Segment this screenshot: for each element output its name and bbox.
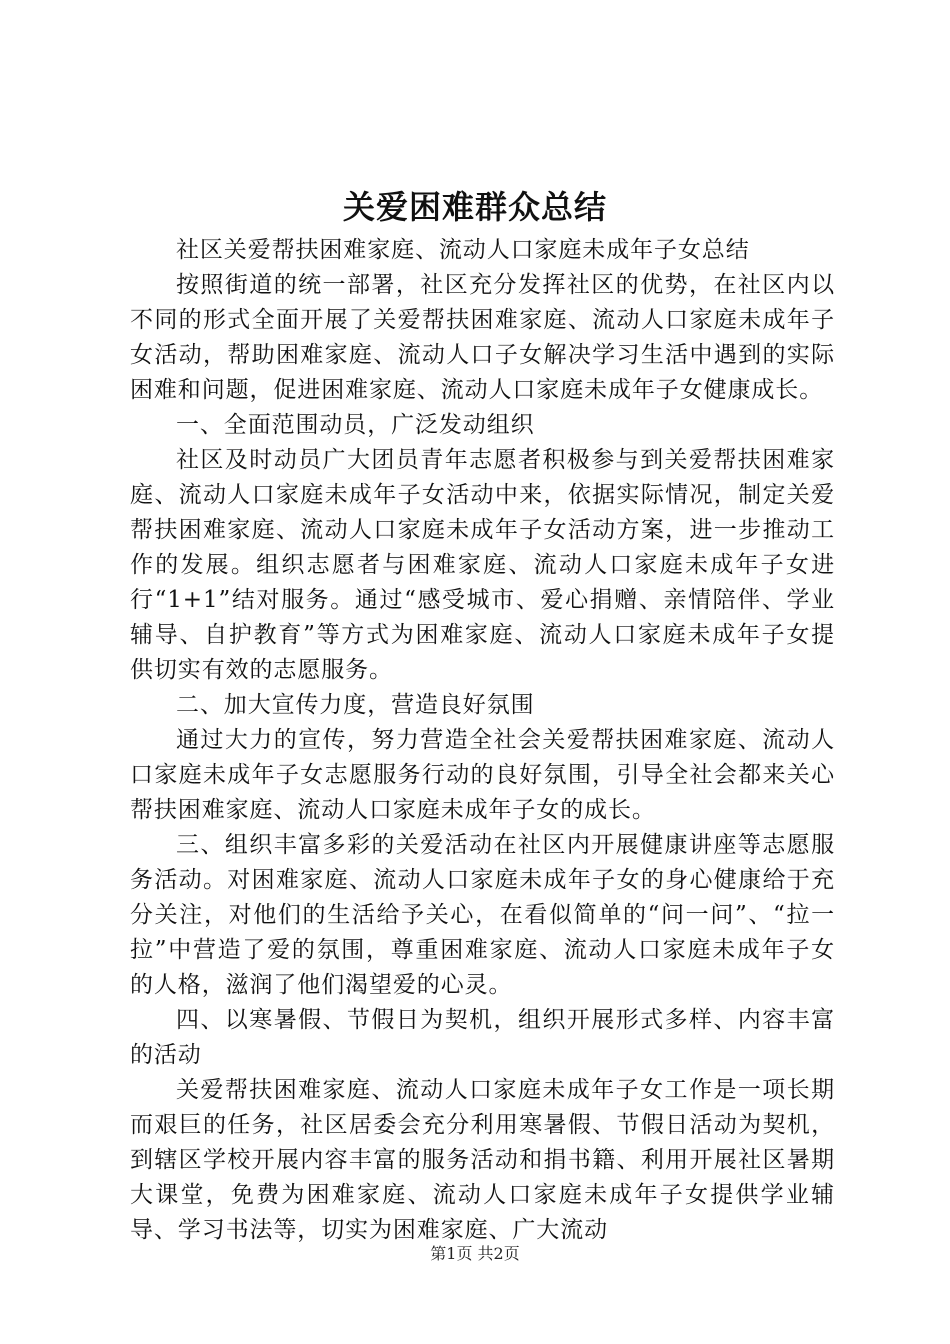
- section-heading-2: 二、加大宣传力度，营造良好氛围: [176, 692, 535, 718]
- paragraph-section-1: 社区及时动员广大团员青年志愿者积极参与到关爱帮扶困难家庭、流动人口家庭未成年子女活动中来，依据实际情况，制定关爱帮扶困难家庭、流动人口家庭未成年子女活动方案，进一步推动工作的发展。组织志愿者与困难家庭、流动人口家庭未成年子女进行“1+1”结对服务。通过“感受城市、爱心捐赠、亲情陪伴、学业辅导、自护教育”等方式为困难家庭、流动人口家庭未成年子女提供切实有效的志愿服务。: [130, 447, 835, 683]
- section-heading-1: 一、全面范围动员，广泛发动组织: [176, 412, 535, 438]
- paragraph-subtitle: 社区关爱帮扶困难家庭、流动人口家庭未成年子女总结: [176, 237, 750, 263]
- document-title: 关爱困难群众总结: [342, 188, 607, 226]
- paragraph-intro: 按照街道的统一部署，社区充分发挥社区的优势，在社区内以不同的形式全面开展了关爱帮扶困难家庭、流动人口家庭未成年子女活动，帮助困难家庭、流动人口子女解决学习生活中遇到的实际困难和问题，促进困难家庭、流动人口家庭未成年子女健康成长。: [130, 272, 835, 403]
- page-number-footer: 第1页 共2页: [430, 1244, 520, 1263]
- document-body: [130, 233, 835, 1248]
- section-heading-4: 四、以寒暑假、节假日为契机，组织开展形式多样、内容丰富的活动: [130, 1007, 835, 1068]
- paragraph-section-3: 三、组织丰富多彩的关爱活动在社区内开展健康讲座等志愿服务活动。对困难家庭、流动人口家庭未成年子女的身心健康给于充分关注，对他们的生活给予关心，在看似简单的“问一问”、“拉一拉”中营造了爱的氛围，尊重困难家庭、流动人口家庭未成年子女的人格，滋润了他们渴望爱的心灵。: [130, 832, 835, 998]
- paragraph-section-2: 通过大力的宣传，努力营造全社会关爱帮扶困难家庭、流动人口家庭未成年子女志愿服务行动的良好氛围，引导全社会都来关心帮扶困难家庭、流动人口家庭未成年子女的成长。: [130, 727, 835, 823]
- paragraph-section-4: 关爱帮扶困难家庭、流动人口家庭未成年子女工作是一项长期而艰巨的任务，社区居委会充分利用寒暑假、节假日活动为契机，到辖区学校开展内容丰富的服务活动和捐书籍、利用开展社区暑期大课堂，免费为困难家庭、流动人口家庭未成年子女提供学业辅导、学习书法等，切实为困难家庭、广大流动: [130, 1077, 835, 1243]
